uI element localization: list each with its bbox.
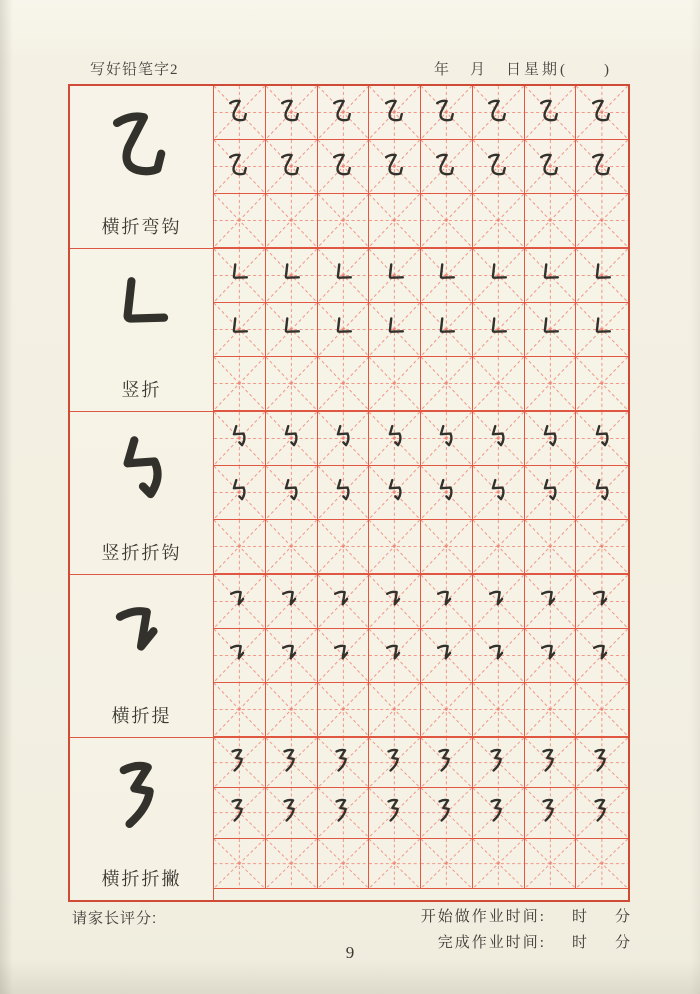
mizige-grid-icon — [266, 357, 317, 410]
mizige-grid-icon — [421, 839, 472, 888]
stroke-name-label: 横折提 — [111, 706, 172, 726]
practice-cell — [525, 683, 577, 737]
mizige-grid-icon — [525, 520, 576, 573]
practice-stroke-glyph-icon — [222, 794, 256, 828]
practice-cell — [576, 738, 628, 788]
practice-cell — [214, 788, 266, 838]
practice-stroke-glyph-icon — [326, 420, 360, 454]
practice-cell — [266, 466, 318, 520]
practice-cell — [369, 520, 421, 574]
practice-stroke-glyph-icon — [274, 420, 308, 454]
practice-stroke-glyph-icon — [481, 794, 515, 828]
practice-stroke-glyph-icon — [481, 311, 515, 345]
hour-label: 时 — [571, 935, 589, 951]
practice-stroke-glyph-icon — [274, 257, 308, 291]
date-line: 年 月 日星期( ) — [434, 62, 612, 78]
practice-stroke-glyph-icon — [481, 148, 515, 182]
practice-stroke-glyph-icon — [222, 583, 256, 617]
mizige-grid-icon — [525, 683, 576, 736]
practice-stroke-glyph-icon — [378, 583, 412, 617]
mizige-grid-icon — [369, 520, 420, 573]
practice-section — [70, 412, 628, 575]
practice-cell — [214, 683, 266, 737]
mizige-grid-icon — [525, 357, 576, 410]
practice-cell — [318, 575, 370, 629]
practice-cell — [576, 357, 628, 411]
practice-cell — [421, 788, 473, 838]
practice-grid — [214, 738, 628, 889]
practice-cell — [214, 86, 266, 140]
practice-stroke-glyph-icon — [222, 94, 256, 128]
practice-stroke-glyph-icon — [533, 474, 567, 508]
practice-cell — [318, 839, 370, 889]
practice-cell — [318, 466, 370, 520]
stroke-name-label: 横折弯钩 — [101, 217, 182, 237]
practice-stroke-glyph-icon — [274, 474, 308, 508]
practice-stroke-glyph-icon — [429, 474, 463, 508]
practice-cell — [525, 738, 577, 788]
practice-cell — [576, 788, 628, 838]
practice-cell — [266, 303, 318, 357]
practice-cell — [473, 683, 525, 737]
mizige-grid-icon — [421, 520, 472, 573]
practice-cell — [421, 140, 473, 194]
practice-cell — [318, 303, 370, 357]
practice-cell — [266, 412, 318, 466]
stroke-label-cell — [70, 738, 214, 900]
practice-section — [70, 249, 628, 412]
example-stroke-glyph-icon — [94, 587, 190, 683]
book-title: 写好铅笔字2 — [90, 62, 179, 78]
practice-stroke-glyph-icon — [481, 583, 515, 617]
practice-cell — [214, 466, 266, 520]
practice-cell — [525, 839, 577, 889]
practice-cell — [525, 249, 577, 303]
hour-label: 时 — [571, 909, 589, 925]
practice-cell — [473, 520, 525, 574]
practice-stroke-glyph-icon — [585, 474, 619, 508]
practice-stroke-glyph-icon — [274, 637, 308, 671]
practice-cell — [369, 140, 421, 194]
stroke-label-cell — [70, 412, 214, 574]
practice-stroke-glyph-icon — [429, 637, 463, 671]
mizige-grid-icon — [369, 839, 420, 888]
practice-cell — [369, 412, 421, 466]
practice-cell — [266, 357, 318, 411]
practice-cell — [369, 839, 421, 889]
mizige-grid-icon — [525, 194, 576, 247]
practice-cell — [369, 683, 421, 737]
practice-cell — [576, 412, 628, 466]
practice-cell — [473, 629, 525, 683]
mizige-grid-icon — [318, 520, 369, 573]
practice-section — [70, 575, 628, 738]
practice-stroke-glyph-icon — [222, 311, 256, 345]
mizige-grid-icon — [369, 683, 420, 736]
mizige-grid-icon — [214, 194, 265, 247]
practice-cell — [214, 839, 266, 889]
practice-cell — [266, 249, 318, 303]
practice-cell — [318, 520, 370, 574]
practice-stroke-glyph-icon — [378, 311, 412, 345]
practice-cell — [266, 839, 318, 889]
practice-cell — [473, 466, 525, 520]
practice-stroke-glyph-icon — [222, 637, 256, 671]
practice-cell — [576, 466, 628, 520]
practice-cell — [576, 194, 628, 248]
practice-stroke-glyph-icon — [429, 744, 463, 778]
practice-cell — [369, 86, 421, 140]
practice-cell — [369, 629, 421, 683]
page-header — [90, 58, 612, 79]
practice-stroke-glyph-icon — [378, 257, 412, 291]
practice-stroke-glyph-icon — [429, 311, 463, 345]
practice-cell — [525, 412, 577, 466]
practice-cell — [421, 412, 473, 466]
practice-cell — [369, 303, 421, 357]
practice-cell — [266, 683, 318, 737]
example-stroke-glyph-icon — [94, 750, 190, 846]
mizige-grid-icon — [421, 194, 472, 247]
practice-cell — [421, 466, 473, 520]
practice-cell — [473, 839, 525, 889]
practice-cell — [525, 140, 577, 194]
practice-cell — [266, 140, 318, 194]
mizige-grid-icon — [266, 683, 317, 736]
practice-stroke-glyph-icon — [378, 744, 412, 778]
stroke-label-cell — [70, 249, 214, 411]
practice-stroke-glyph-icon — [429, 420, 463, 454]
practice-cell — [421, 86, 473, 140]
mizige-grid-icon — [214, 520, 265, 573]
practice-cell — [369, 575, 421, 629]
practice-cell — [369, 466, 421, 520]
practice-cell — [214, 575, 266, 629]
practice-stroke-glyph-icon — [585, 257, 619, 291]
practice-cell — [266, 520, 318, 574]
practice-stroke-glyph-icon — [533, 794, 567, 828]
mizige-grid-icon — [318, 194, 369, 247]
practice-stroke-glyph-icon — [326, 257, 360, 291]
practice-stroke-glyph-icon — [222, 744, 256, 778]
page-number: 9 — [345, 943, 355, 962]
mizige-grid-icon — [473, 520, 524, 573]
practice-stroke-glyph-icon — [326, 583, 360, 617]
practice-cell — [318, 412, 370, 466]
practice-stroke-glyph-icon — [326, 744, 360, 778]
practice-cell — [576, 629, 628, 683]
mizige-grid-icon — [421, 683, 472, 736]
practice-cell — [473, 357, 525, 411]
mizige-grid-icon — [421, 357, 472, 410]
practice-cell — [421, 520, 473, 574]
practice-stroke-glyph-icon — [222, 420, 256, 454]
practice-stroke-glyph-icon — [378, 94, 412, 128]
practice-cell — [473, 738, 525, 788]
practice-cell — [473, 86, 525, 140]
practice-cell — [214, 738, 266, 788]
practice-cell — [525, 194, 577, 248]
practice-stroke-glyph-icon — [429, 583, 463, 617]
practice-cell — [369, 249, 421, 303]
mizige-grid-icon — [473, 683, 524, 736]
practice-stroke-glyph-icon — [533, 257, 567, 291]
practice-stroke-glyph-icon — [481, 94, 515, 128]
practice-grid — [214, 249, 628, 411]
practice-stroke-glyph-icon — [326, 637, 360, 671]
practice-cell — [525, 357, 577, 411]
practice-section — [70, 738, 628, 900]
practice-stroke-glyph-icon — [481, 257, 515, 291]
practice-cell — [266, 86, 318, 140]
practice-stroke-glyph-icon — [585, 583, 619, 617]
practice-stroke-glyph-icon — [429, 257, 463, 291]
practice-cell — [266, 629, 318, 683]
practice-cell — [214, 520, 266, 574]
practice-cell — [421, 575, 473, 629]
practice-stroke-glyph-icon — [326, 148, 360, 182]
mizige-grid-icon — [576, 357, 628, 410]
practice-cell — [473, 412, 525, 466]
practice-stroke-glyph-icon — [585, 744, 619, 778]
mizige-grid-icon — [576, 683, 628, 736]
example-stroke-glyph-icon — [94, 261, 190, 357]
mizige-grid-icon — [473, 839, 524, 888]
practice-stroke-glyph-icon — [326, 794, 360, 828]
mizige-grid-icon — [318, 839, 369, 888]
mizige-grid-icon — [214, 683, 265, 736]
finish-time-label: 完成作业时间: — [437, 935, 546, 951]
practice-cell — [473, 249, 525, 303]
practice-stroke-glyph-icon — [533, 637, 567, 671]
practice-cell — [318, 249, 370, 303]
example-stroke-glyph-icon — [94, 98, 190, 194]
practice-stroke-glyph-icon — [429, 148, 463, 182]
practice-cell — [576, 575, 628, 629]
practice-cell — [266, 575, 318, 629]
practice-stroke-glyph-icon — [533, 420, 567, 454]
practice-cell — [369, 194, 421, 248]
practice-cell — [576, 303, 628, 357]
practice-stroke-glyph-icon — [274, 94, 308, 128]
practice-stroke-glyph-icon — [429, 794, 463, 828]
mizige-grid-icon — [266, 520, 317, 573]
practice-cell — [214, 249, 266, 303]
practice-stroke-glyph-icon — [585, 148, 619, 182]
practice-cell — [576, 140, 628, 194]
practice-cell — [525, 575, 577, 629]
parent-score-label: 请家长评分: — [72, 910, 158, 927]
practice-cell — [318, 683, 370, 737]
practice-cell — [421, 249, 473, 303]
start-time-line — [421, 904, 632, 930]
mizige-grid-icon — [473, 357, 524, 410]
practice-stroke-glyph-icon — [585, 794, 619, 828]
practice-cell — [525, 303, 577, 357]
practice-stroke-glyph-icon — [326, 474, 360, 508]
mizige-grid-icon — [266, 194, 317, 247]
practice-cell — [421, 839, 473, 889]
practice-cell — [266, 788, 318, 838]
practice-cell — [369, 357, 421, 411]
practice-stroke-glyph-icon — [585, 94, 619, 128]
mizige-grid-icon — [576, 194, 628, 247]
mizige-grid-icon — [214, 357, 265, 410]
practice-stroke-glyph-icon — [585, 637, 619, 671]
practice-stroke-glyph-icon — [222, 148, 256, 182]
practice-stroke-glyph-icon — [481, 637, 515, 671]
practice-cell — [214, 140, 266, 194]
practice-stroke-glyph-icon — [378, 148, 412, 182]
practice-stroke-glyph-icon — [585, 311, 619, 345]
practice-cell — [214, 412, 266, 466]
stroke-label-cell — [70, 86, 214, 248]
practice-grid — [214, 412, 628, 574]
practice-stroke-glyph-icon — [274, 794, 308, 828]
practice-section — [70, 86, 628, 249]
minute-label: 分 — [614, 909, 632, 925]
practice-stroke-glyph-icon — [274, 744, 308, 778]
practice-cell — [214, 303, 266, 357]
practice-cell — [421, 357, 473, 411]
practice-cell — [318, 194, 370, 248]
start-time-label: 开始做作业时间: — [420, 909, 546, 925]
practice-cell — [318, 788, 370, 838]
mizige-grid-icon — [266, 839, 317, 888]
practice-cell — [525, 466, 577, 520]
practice-cell — [266, 738, 318, 788]
practice-table — [68, 84, 630, 902]
practice-cell — [318, 357, 370, 411]
practice-cell — [369, 738, 421, 788]
mizige-grid-icon — [369, 357, 420, 410]
practice-cell — [421, 683, 473, 737]
practice-stroke-glyph-icon — [585, 420, 619, 454]
practice-stroke-glyph-icon — [533, 311, 567, 345]
practice-stroke-glyph-icon — [222, 474, 256, 508]
practice-cell — [266, 194, 318, 248]
practice-stroke-glyph-icon — [533, 583, 567, 617]
example-stroke-glyph-icon — [94, 424, 190, 520]
practice-stroke-glyph-icon — [326, 311, 360, 345]
practice-cell — [576, 839, 628, 889]
mizige-grid-icon — [214, 839, 265, 888]
practice-cell — [525, 788, 577, 838]
practice-stroke-glyph-icon — [222, 257, 256, 291]
practice-cell — [473, 140, 525, 194]
practice-stroke-glyph-icon — [481, 744, 515, 778]
practice-cell — [318, 629, 370, 683]
mizige-grid-icon — [318, 357, 369, 410]
practice-cell — [318, 140, 370, 194]
practice-cell — [473, 575, 525, 629]
practice-cell — [214, 629, 266, 683]
stroke-label-cell — [70, 575, 214, 737]
stroke-name-label: 竖折 — [121, 380, 162, 400]
practice-stroke-glyph-icon — [378, 794, 412, 828]
practice-stroke-glyph-icon — [481, 474, 515, 508]
practice-stroke-glyph-icon — [533, 148, 567, 182]
practice-cell — [525, 86, 577, 140]
practice-cell — [473, 303, 525, 357]
practice-stroke-glyph-icon — [378, 420, 412, 454]
practice-cell — [421, 303, 473, 357]
practice-cell — [525, 520, 577, 574]
practice-grid — [214, 575, 628, 737]
practice-cell — [473, 788, 525, 838]
mizige-grid-icon — [369, 194, 420, 247]
practice-cell — [473, 194, 525, 248]
practice-cell — [214, 194, 266, 248]
practice-cell — [318, 86, 370, 140]
practice-stroke-glyph-icon — [274, 583, 308, 617]
practice-stroke-glyph-icon — [533, 744, 567, 778]
practice-cell — [421, 738, 473, 788]
practice-stroke-glyph-icon — [481, 420, 515, 454]
stroke-name-label: 竖折折钩 — [101, 543, 182, 563]
practice-cell — [525, 629, 577, 683]
mizige-grid-icon — [473, 194, 524, 247]
practice-cell — [318, 738, 370, 788]
mizige-grid-icon — [576, 520, 628, 573]
practice-cell — [576, 249, 628, 303]
practice-grid — [214, 86, 628, 248]
practice-cell — [576, 86, 628, 140]
minute-label: 分 — [614, 935, 632, 951]
mizige-grid-icon — [318, 683, 369, 736]
stroke-name-label: 横折折撇 — [101, 869, 182, 889]
practice-cell — [576, 520, 628, 574]
mizige-grid-icon — [525, 839, 576, 888]
practice-stroke-glyph-icon — [274, 148, 308, 182]
practice-cell — [214, 357, 266, 411]
practice-cell — [421, 629, 473, 683]
practice-stroke-glyph-icon — [533, 94, 567, 128]
mizige-grid-icon — [576, 839, 628, 888]
practice-cell — [421, 194, 473, 248]
practice-stroke-glyph-icon — [378, 474, 412, 508]
practice-cell — [576, 683, 628, 737]
practice-stroke-glyph-icon — [274, 311, 308, 345]
practice-stroke-glyph-icon — [429, 94, 463, 128]
practice-stroke-glyph-icon — [378, 637, 412, 671]
practice-cell — [369, 788, 421, 838]
practice-stroke-glyph-icon — [326, 94, 360, 128]
